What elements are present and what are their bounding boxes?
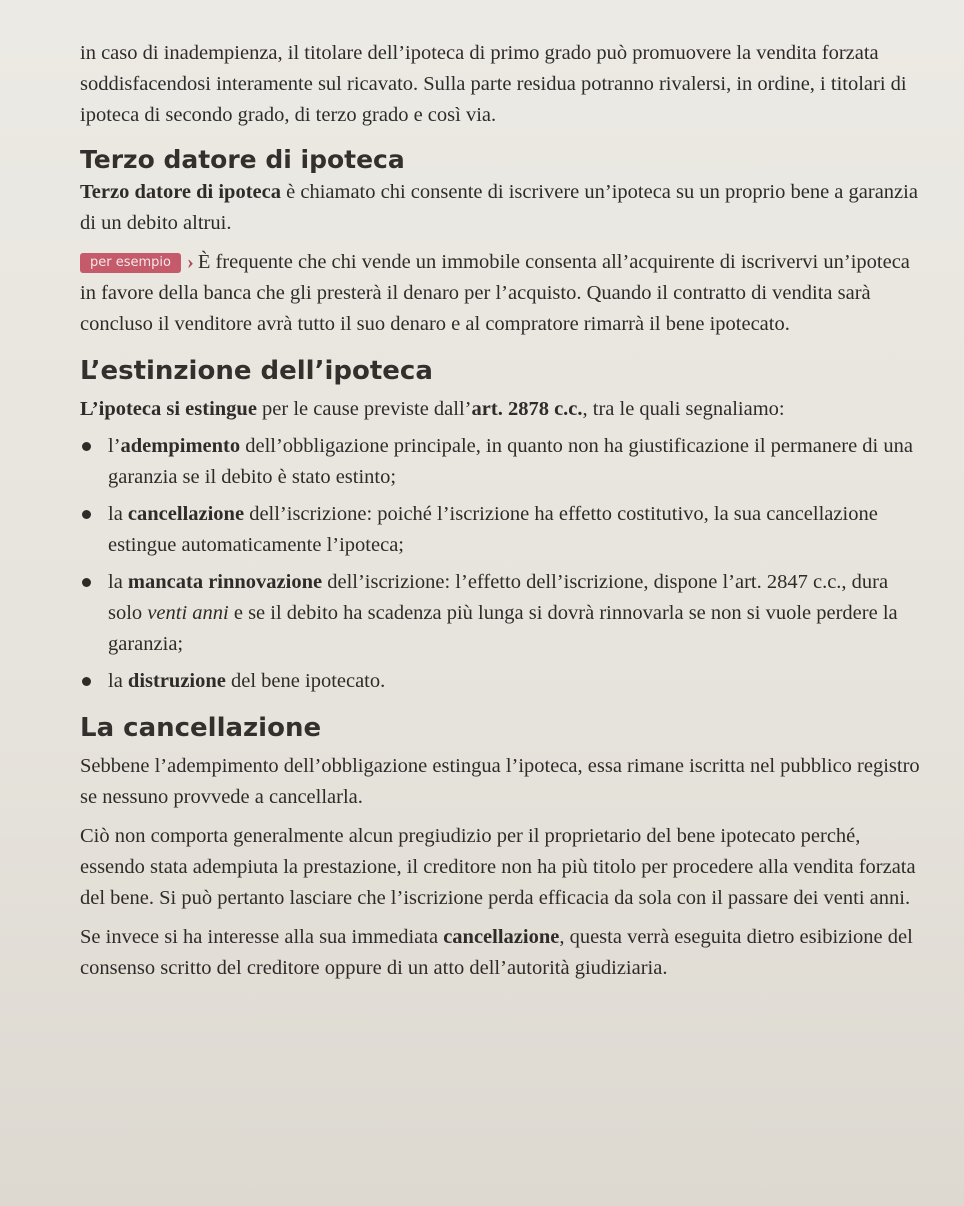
- lead-text: per le cause previste dall’: [256, 398, 472, 420]
- definition-term: Terzo datore di ipoteca: [80, 181, 281, 203]
- example-tag: per esempio: [80, 253, 181, 273]
- list-item: [80, 666, 925, 697]
- lead-text-end: , tra le quali segnaliamo:: [582, 398, 785, 420]
- p3-text: Se invece si ha interesse alla sua immediata: [80, 926, 444, 948]
- chevron-right-icon: ›: [186, 251, 194, 273]
- item-pre: la: [108, 571, 128, 593]
- item-term: cancellazione: [127, 503, 245, 525]
- bullet-icon: [82, 677, 91, 686]
- list-item: [80, 567, 925, 660]
- estinzione-list: [80, 431, 925, 697]
- definition-paragraph: [80, 177, 925, 239]
- bullet-icon: [82, 510, 91, 519]
- item-term: mancata rinnovazione: [127, 571, 323, 593]
- item-pre: la: [108, 503, 128, 525]
- bullet-icon: [82, 578, 91, 587]
- item-text-end: e se il debito ha scadenza più lunga si dovrà rinnovarla se non si vuole perdere la garanzia;: [108, 602, 898, 655]
- cancellazione-paragraph-3: [80, 922, 925, 984]
- list-item: [80, 431, 925, 493]
- item-pre: l’: [108, 435, 121, 457]
- section-title-estinzione: L’estinzione dell’ipoteca: [80, 356, 433, 386]
- item-term: distruzione: [127, 670, 226, 692]
- cancellazione-paragraph-1: Sebbene l’adempimento dell’obbligazione estingua l’ipoteca, essa rimane iscritta nel pubblico registro se nessuno provvede a cancellarla.: [80, 755, 920, 808]
- item-italic: venti anni: [147, 602, 229, 624]
- example-paragraph: [80, 247, 925, 340]
- item-text: dell’iscrizione: l’effetto dell’iscrizione, dispone l’art. 2847 c.c., dura solo: [108, 571, 889, 624]
- section-title-terzo-datore: Terzo datore di ipoteca: [80, 145, 405, 174]
- item-text: del bene ipotecato.: [225, 670, 386, 692]
- definition-text: è chiamato chi consente di iscrivere un’ipoteca su un proprio bene a garanzia di un debito altrui.: [80, 181, 918, 234]
- section-title-cancellazione: La cancellazione: [80, 713, 322, 743]
- item-pre: la: [108, 670, 128, 692]
- item-term: adempimento: [120, 435, 241, 457]
- p3-term: cancellazione: [443, 926, 560, 948]
- item-text: dell’obbligazione principale, in quanto non ha giustificazione il permanere di una garanzia se il debito è stato estinto;: [108, 435, 913, 488]
- lead-article: art. 2878 c.c.: [471, 398, 583, 420]
- bullet-icon: [82, 442, 91, 451]
- estinzione-lead: [80, 394, 925, 425]
- p3-text-end: , questa verrà eseguita dietro esibizione del consenso scritto del creditore oppure di un atto dell’autorità giudiziaria.: [80, 926, 913, 979]
- example-text: È frequente che chi vende un immobile consenta all’acquirente di iscrivervi un’ipoteca in favore della banca che gli presterà il denaro per l’acquisto. Quando il contratto di vendita sarà concluso il venditore avrà tutto il suo denaro e al compratore rimarrà il bene ipotecato.: [80, 251, 910, 335]
- item-text: dell’iscrizione: poiché l’iscrizione ha effetto costitutivo, la sua cancellazione estingue automaticamente l’ipoteca;: [108, 503, 878, 556]
- page-content: [80, 38, 925, 984]
- list-item: [80, 499, 925, 561]
- lead-term: L’ipoteca si estingue: [80, 398, 257, 420]
- intro-paragraph: in caso di inadempienza, il titolare dell’ipoteca di primo grado può promuovere la vendita forzata soddisfacendosi interamente sul ricavato. Sulla parte residua potranno rivalersi, in ordine, i titolari di ipoteca di secondo grado, di terzo grado e così via.: [80, 42, 907, 126]
- cancellazione-paragraph-2: Ciò non comporta generalmente alcun pregiudizio per il proprietario del bene ipotecato perché, essendo stata adempiuta la prestazione, il creditore non ha più titolo per procedere alla vendita forzata del bene. Si può pertanto lasciare che l’iscrizione perda efficacia da sola con il passare dei venti anni.: [80, 825, 916, 909]
